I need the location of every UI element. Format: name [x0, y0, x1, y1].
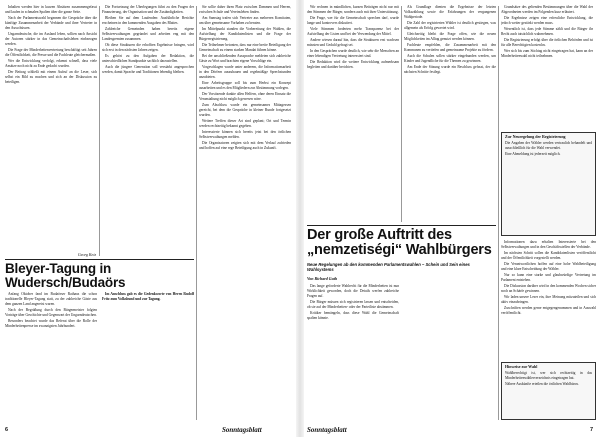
- left-column-1: [5, 5, 97, 261]
- paragraph: Viele Stimmen forderten mehr Transparenz bei der Aufstellung der Listen und bei der Verwendung der Mittel.: [307, 27, 399, 36]
- right-column-3: [501, 5, 593, 130]
- left-column-2: [102, 5, 194, 261]
- column-divider: [99, 6, 100, 256]
- paragraph: Als Grundlage dienten die Ergebnisse der letzten Volkszählung sowie die Erfahrungen der vergangenen Wahlperiode.: [404, 5, 496, 19]
- paragraph: Fachleute empfehlen, die Zusammenarbeit mit den Kommunen zu vertiefen und gemeinsame Projekte zu fördern.: [404, 42, 496, 52]
- right-article-column-2: [404, 284, 496, 420]
- paragraph: Die Ergebnisse zeigen eine erfreuliche Entwicklung, die jedoch weiter gestärkt werden muss.: [501, 16, 593, 25]
- paragraph: Ungarndeutsche, die im Ausland leben, sollten nach Ansicht der Autoren stärker in das Gemeinschaftsleben einbezogen werden.: [5, 31, 97, 46]
- info-box-title: Zur Neuregelung der Registrierung: [505, 134, 566, 139]
- right-page: [304, 0, 600, 437]
- right-column-1: [307, 5, 399, 227]
- paragraph: Inhalten werden hier in kurzen Absätzen zusammengefasst und laufen in schmalen Spalten über die ganze Seite.: [5, 5, 97, 14]
- paragraph: Nur so kann eine starke und glaubwürdige Vertretung im Parlament entstehen.: [501, 273, 596, 282]
- paragraph: Am Ende der Sitzung wurde ein Beschluss gefasst, der die nächsten Schritte festlegt.: [404, 64, 496, 74]
- paragraph: Wer sich bis zum Stichtag nicht eingetragen hat, kann an der Minderheitenwahl nicht teilnehmen.: [501, 49, 593, 58]
- left-footer: [0, 426, 296, 435]
- paragraph: Sie sollte daher ihren Platz zwischen Dammen und Herren, zwischen Schule und Vereinsleben finden.: [199, 5, 291, 14]
- paragraph: Die Frage, wer für die Gemeinschaft sprechen darf, wurde lange und kontrovers diskutiert.: [307, 16, 399, 25]
- paragraph: Informationen dazu erhalten Interessierte bei den Selbstverwaltungen und in den Geschäftsstellen der Verbände.: [501, 240, 596, 249]
- paragraph: Eine Abmeldung ist jederzeit möglich.: [505, 152, 561, 157]
- page-gutter: [296, 0, 304, 437]
- paragraph: Der Beitrag schließt mit einem Aufruf an die Leser, sich selbst ein Bild zu machen und sich an der Diskussion zu beteiligen.: [5, 69, 97, 84]
- paragraph: Andere wiesen darauf hin, dass die Strukturen erst wachsen müssten und Geduld gefragt sei.: [307, 38, 399, 47]
- paragraph: Kritiker bemängeln, dass diese Wahl die Gemeinschaft spalten könnte.: [307, 310, 399, 320]
- article-deck: Neue Regelungen ab den kommenden Parlamentswahlen – Schein und Sein eines Wahlsystems: [307, 262, 470, 273]
- page-number: 6: [5, 427, 9, 433]
- left-article-column-2: [102, 292, 194, 420]
- paragraph: Zahlreiche Gemeinden haben bereits eigene Selbstverwaltungen gegründet und arbeiten eng mit den Landesgremien zusammen.: [102, 27, 194, 41]
- paragraph: Bei der anschließenden Aussprache meldeten sich zahlreiche Gäste zu Wort und brachten eigene Vorschläge ein.: [199, 53, 291, 63]
- column-divider: [196, 6, 197, 420]
- paragraph: Die Teilnehmer betonten, dass nur eine breite Beteiligung der Gemeinschaft zu einem starken Mandat führen könne.: [199, 42, 291, 52]
- paragraph: Grundsätze des geltenden Bestimmungen über die Wahl der Abgeordneten werden im Folgenden kurz erläutert.: [501, 5, 593, 14]
- paragraph: Die Bürger müssen sich registrieren lassen und entscheiden, ob sie auf der Minderheiten- oder der Parteiliste abstimmen.: [307, 299, 399, 309]
- paragraph: Die Organisatoren zeigten sich mit dem Verlauf zufrieden und hoffen auf eine rege Beteiligung auch in Zukunft.: [199, 140, 291, 150]
- paragraph: Die Frage der Minderheitenvertretung beschäftigt seit Jahren die Öffentlichkeit, die Presse und die Fachleute gleichermaßen.: [5, 47, 97, 57]
- right-column-2: [404, 5, 496, 227]
- paragraph: Das lange geforderte Wahlrecht für die Minderheiten ist nun Wirklichkeit geworden, doch die Details werfen zahlreiche Fragen auf.: [307, 284, 399, 298]
- article-byline: Von Richard Guth: [307, 276, 338, 281]
- left-article-column-1: [5, 292, 97, 420]
- paragraph: Wahlberechtigt ist, wer sich rechtzeitig in das Minderheitenwählerverzeichnis eingetragen hat.: [505, 371, 592, 380]
- paragraph: Die Zahl der registrierten Wähler ist deutlich gestiegen, was allgemein als Erfolg gewertet wird.: [404, 20, 496, 30]
- paragraph: Nach der Begrüßung durch den Bürgermeister folgten Vorträge über Geschichte und Gegenwart der Ungarndeutschen.: [5, 307, 97, 317]
- column-divider: [401, 6, 402, 222]
- paragraph: Wesentlich ist, dass jede Stimme zählt und die Bürger ihr Recht auch tatsächlich wahrnehmen.: [501, 27, 593, 36]
- paragraph: Bleiben Sie auf dem Laufenden: Ausführliche Berichte erscheinen in den kommenden Ausgaben des Blattes.: [102, 16, 194, 25]
- paragraph: Ob diese Strukturen die erhofften Ergebnisse bringen, wird sich erst in den nächsten Jahren zeigen.: [102, 42, 194, 52]
- masthead: Sonntagsblatt: [307, 426, 347, 434]
- paragraph: Wer die Entwicklung verfolgt, erkennt schnell, dass viele Ansätze noch nicht zu Ende gedacht wurden.: [5, 58, 97, 68]
- right-column-3-continued: [501, 240, 596, 360]
- paragraph: Die Redaktion wird die weitere Entwicklung aufmerksam begleiten und darüber berichten.: [307, 60, 399, 69]
- paragraph: In den Gesprächen wurde deutlich, wie sehr die Menschen an einer lebendigen Vertretung interessiert sind.: [307, 49, 399, 58]
- paragraph: Im nächsten Schritt sollen die Kandidatenlisten veröffentlicht und der Öffentlichkeit vorgestellt werden.: [501, 251, 596, 260]
- info-box-title: Hinweise zur Wahl: [505, 364, 538, 369]
- paragraph: Gleichzeitig bleibt die Frage offen, wie die neuen Möglichkeiten im Alltag genutzt werden können.: [404, 31, 496, 41]
- paragraph: Am Samstag trafen sich Vertreter aus mehreren Komitaten, um über gemeinsame Vorhaben zu beraten.: [199, 16, 291, 25]
- paragraph: Anfang Oktober fand im Budaörser Rathaus die schon traditionelle Bleyer-Tagung statt, zu der zahlreiche Gäste aus dem ganzen Land angereist waren.: [5, 292, 97, 306]
- paragraph: Vorgeschlagen wurde unter anderem, die Informationsarbeit in den Dörfern auszubauen und regelmäßige Sprechstunden anzubieten.: [199, 64, 291, 79]
- info-box-2: [501, 362, 596, 420]
- right-headline: Der große Auftritt des „nemzetiségi“ Wahlbürgers: [307, 227, 492, 258]
- paragraph: Eine Arbeitsgruppe soll bis zum Herbst ein Konzept ausarbeiten und es den Mitgliedern zur Abstimmung vorlegen.: [199, 80, 291, 90]
- section-rule: [5, 259, 194, 260]
- author-signature: Georg Keiz: [77, 252, 96, 257]
- paragraph: Es gehört zu den Aufgaben der Redaktion, die unterschiedlichen Standpunkte sachlich darzustellen.: [102, 53, 194, 63]
- left-column-3: [199, 5, 291, 425]
- paragraph: Interessierte können sich bereits jetzt bei den örtlichen Selbstverwaltungen melden.: [199, 129, 291, 139]
- paragraph: Weitere Treffen dieser Art sind geplant; Ort und Termin werden rechtzeitig bekannt gegeben.: [199, 118, 291, 128]
- paragraph: Nach der Parlamentswahl begannen die Gespräche über die künftige Zusammenarbeit der Verbände und ihrer Vertreter in den Ausschüssen.: [5, 16, 97, 30]
- paragraph: Wir rechnen in mündlichen, kurzen Beiträgen nicht nur mit den Stimmen der Bürger, sondern auch mit ihrer Unterstützung.: [307, 5, 399, 14]
- paragraph: Wir laden unsere Leser ein, ihre Meinung mitzuteilen und sich aktiv einzubringen.: [501, 295, 596, 304]
- paragraph: Zum Abschluss wurde ein gemeinsames Mittagessen gereicht, bei dem die Gespräche in kleiner Runde fortgesetzt wurden.: [199, 102, 291, 117]
- paragraph: Auch die jüngere Generation soll verstärkt angesprochen werden, damit Sprache und Traditionen lebendig bleiben.: [102, 64, 194, 74]
- masthead: Sonntagsblatt: [222, 426, 262, 434]
- paragraph: Der Vorsitzende dankte allen Helfern, ohne deren Einsatz die Veranstaltung nicht möglich gewesen wäre.: [199, 91, 291, 101]
- paragraph: Die Angaben der Wähler werden vertraulich behandelt und ausschließlich für die Wahl verwendet.: [505, 141, 592, 150]
- page-number: 7: [590, 427, 594, 433]
- paragraph: Die Diskussion darüber wird in den kommenden Wochen sicher noch an Schärfe gewinnen.: [501, 284, 596, 293]
- info-box-1: [501, 132, 596, 236]
- paragraph: Nähere Auskünfte erteilen die örtlichen Wahlbüros.: [505, 382, 579, 387]
- left-headline: Bleyer-Tagung in Wudersch/Budaörs: [5, 261, 126, 290]
- section-rule: [307, 225, 496, 226]
- paragraph: Besonders beachtet wurde das Referat über die Rolle der Minderheitenpresse im zwanzigsten Jahrhundert.: [5, 318, 97, 328]
- paragraph: Im Mittelpunkt standen die Vorbereitung der Wahlen, die Aufstellung der Kandidatenlisten und die Frage der Bürgerregistrierung.: [199, 27, 291, 41]
- left-page: [0, 0, 296, 437]
- right-footer: [304, 426, 600, 435]
- right-article-column-1: [307, 284, 399, 420]
- paragraph: Zuschriften werden gerne entgegengenommen und in Auswahl veröffentlicht.: [501, 306, 596, 315]
- paragraph: Die Registrierung erfolgt über die örtlichen Behörden und ist für alle Berechtigten kostenlos.: [501, 38, 593, 47]
- paragraph: Die Verantwortlichen hoffen auf eine hohe Wahlbeteiligung und eine klare Entscheidung der Wähler.: [501, 262, 596, 271]
- bold-paragraph: Im Anschluss gab es die Gedenkworte von Herrn Rudolf Fritz zum Volksbund und zur Tagung.: [102, 292, 194, 301]
- paragraph: Auch die Schulen sollen stärker eingebunden werden, um Kinder und Jugendliche für die Themen zu gewinnen.: [404, 53, 496, 63]
- paragraph: Die Fortsetzung der Überlegungen führt zu den Fragen der Finanzierung, der Organisation und der Zuständigkeiten.: [102, 5, 194, 14]
- column-divider: [498, 6, 499, 420]
